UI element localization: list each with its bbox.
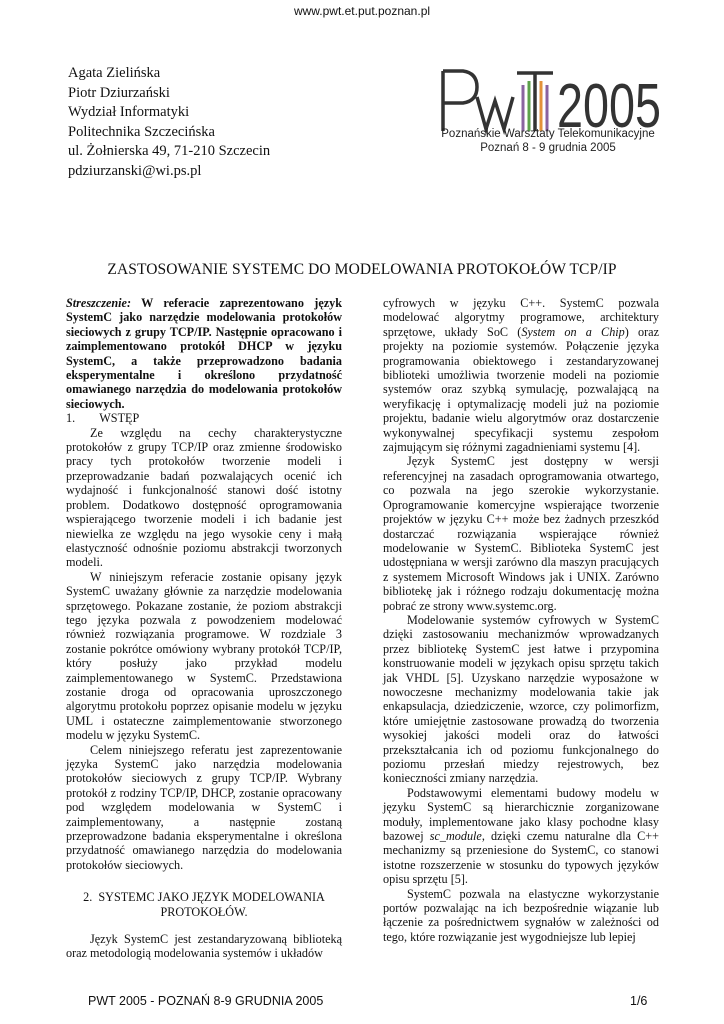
- right-paragraph-3: Modelowanie systemów cyfrowych w SystemC dzięki zastosowaniu mechanizmów wprowadzanych przez bibliotekę SystemC jest łatwe i przypomina konstruowanie modeli w językach opisu sprzętu takich jak VHDL [5]. Uzyskano narzędzie wyposażone w nowoczesne mechanizmy modelowania takie jak enkapsulacja, dziedziczenie, wzorce, czy polimorfizm, które umiejętnie zastosowane prowadzą do tworzenia wysokiej jakości modeli oraz do łatwości przekształcania ich od poziomu funkcjonalnego do poziomu przesłań miedzy rejestrowych, bez konieczności zmiany narzędzia.: [383, 612, 659, 786]
- left-column: [66, 296, 342, 961]
- author-department: Wydział Informatyki: [68, 104, 190, 120]
- header-url: www.pwt.et.put.poznan.pl: [293, 4, 431, 18]
- footer-conference: PWT 2005 - POZNAŃ 8-9 GRUDNIA 2005: [88, 994, 324, 1008]
- logo-year: 2005: [557, 72, 661, 135]
- right-paragraph-2: Język SystemC jest dostępny w wersji referencyjnej na zasadach oprogramowania otwartego, co pozwala na jego szerokie wykorzystanie. Oprogramowanie komercyjne wspierające tworzenie projektów w języku C++ może bez żadnych przeszkód dostarczać rozwiązania wspierające również modelowanie w SystemC. Biblioteka SystemC jest udostępniana w wersji zarówno dla maszyn pracujących z systemem Microsoft Windows jak i UNIX. Zarówno bibliotekę jak i różnego rodzaju dokumentację można pobrać ze strony www.systemc.org.: [383, 454, 659, 613]
- pwt-2005-logo: [433, 63, 663, 135]
- section-2-heading-line-2: PROTOKOŁÓW.: [160, 904, 248, 919]
- logo-letter-w: [477, 97, 513, 129]
- soc-expansion: System on a Chip: [521, 324, 625, 339]
- abstract-text: W referacie zaprezentowano język SystemC jako narzędzie modelowania protokołów sieciowych z grupy TCP/IP. Następnie opracowano i zaimplementowano protokół DHCP w języku SystemC, a także przeprowadzono badania eksperymentalne i określono przydatność omawianego narzędzia do modelowania protokołów sieciowych.: [66, 296, 343, 411]
- footer-page-number: 1/6: [630, 994, 648, 1008]
- section-2-heading-line-1: 2. SYSTEMC JAKO JĘZYK MODELOWANIA: [83, 890, 325, 905]
- author-name-1: Agata Zielińska: [68, 65, 161, 81]
- right-paragraph-4: [383, 786, 659, 887]
- sc-module-term: sc_module: [429, 829, 482, 844]
- logo-event-name: Poznańskie Warsztaty Telekomunikacyjne: [441, 128, 655, 140]
- right-paragraph-1-text-b: ) oraz projekty na poziomie systemów. Połączenie języka programowania obiektowego i zestandaryzowanej biblioteki umożliwia tworzenie modeli na poziomie systemów oraz szybką symulację, pozwalającą na weryfikację i optymalizację modeli już na poziomie projektu, badanie wielu algorytmów oraz dostarczenie wykonywalnej specyfikacji systemu zespołom zajmującym się różnymi zagadnieniami systemu [4].: [383, 324, 660, 455]
- section-1-paragraph-3: Celem niniejszego referatu jest zaprezentowanie języka SystemC jako narzędzia modelowania protokołów sieciowych z grupy TCP/IP. Wybrany protokół z rodziny TCP/IP, DHCP, zostanie opracowany pod względem modelowania w SystemC i zaimplementowany, a następnie zostaną przeprowadzone badania eksperymentalne i określona przydatność omawianego narzędzia do modelowania protokołów sieciowych.: [66, 742, 342, 872]
- author-university: Politechnika Szczecińska: [68, 123, 215, 140]
- logo-event-date: Poznań 8 - 9 grudnia 2005: [480, 142, 616, 154]
- right-column: [383, 296, 659, 944]
- section-1-paragraph-2: W niniejszym referacie zostanie opisany język SystemC uważany głównie za narzędzie modelowania sprzętowego. Pokazane zostanie, że poziom abstrakcji tego języka pozwala z powodzeniem modelować również rozwiązania programowe. W rozdziale 3 zostanie pokrótce omówiony wybrany protokół TCP/IP, który posłuży jako przykład modelu zaimplementowanego w SystemC. Przedstawiona zostanie droga od opracowania uproszczonego algorytmu protokołu poprzez opisanie modelu w języku UML i ostateczne zaimplementowanie stworzonego modelu w języku SystemC.: [66, 569, 342, 743]
- section-1-paragraph-1: Ze względu na cechy charakterystyczne protokołów z grupy TCP/IP oraz zmienne środowisko pracy tych protokołów tworzenie modeli i przeprowadzanie badań pozwalających ocenić ich wydajność i funkcjonalność stanowi dość istotny problem. Dodatkowo dostępność oprogramowania wspierającego tworzenie modeli i ich badanie jest niewielka ze względu na jego wysokie ceny i małą elastyczność odnośnie poziomu abstrakcji tworzonych modeli.: [66, 425, 342, 570]
- section-1-heading: 1. WSTĘP: [66, 411, 140, 426]
- right-paragraph-4-text-a: Podstawowymi elementami budowy modelu w języku SystemC są hierarchicznie zorganizowane moduły, implementowane jako klasy pochodne klasy bazowej: [383, 785, 659, 844]
- author-email: pdziurzanski@wi.ps.pl: [68, 162, 202, 179]
- right-paragraph-1-text-a: cyfrowych w języku C++. SystemC pozwala modelować algorytmy programowe, architektury sprzętowe, układy SoC (: [383, 296, 659, 339]
- right-paragraph-4-text-b: , dzięki czemu naturalne dla C++ mechanizmy są przeniesione do SystemC, co stanowi istotne rozszerzenie w stosunku do typowych języków opisu sprzętu [5].: [383, 829, 660, 887]
- paper-title: ZASTOSOWANIE SYSTEMC DO MODELOWANIA PROTOKOŁÓW TCP/IP: [107, 261, 617, 278]
- author-block: [68, 64, 270, 181]
- abstract-label: Streszczenie:: [66, 296, 131, 310]
- right-paragraph-1: [383, 296, 659, 454]
- logo-letter-p: [443, 71, 477, 131]
- author-name-2: Piotr Dziurzański: [68, 84, 170, 101]
- author-address: ul. Żołnierska 49, 71-210 Szczecin: [68, 143, 271, 159]
- abstract: [66, 296, 342, 411]
- right-paragraph-5: SystemC pozwala na elastyczne wykorzystanie portów pozwalając na ich bezpośrednie wiązanie lub łączenie za pośrednictwem sygnałów w zależności od tego, które rozwiązanie jest wygodniejsze lub lepiej: [383, 886, 659, 944]
- section-2-heading: [66, 890, 342, 919]
- section-2-paragraph-1: Język SystemC jest zestandaryzowaną biblioteką oraz metodologią modelowania systemów i układów: [66, 932, 342, 961]
